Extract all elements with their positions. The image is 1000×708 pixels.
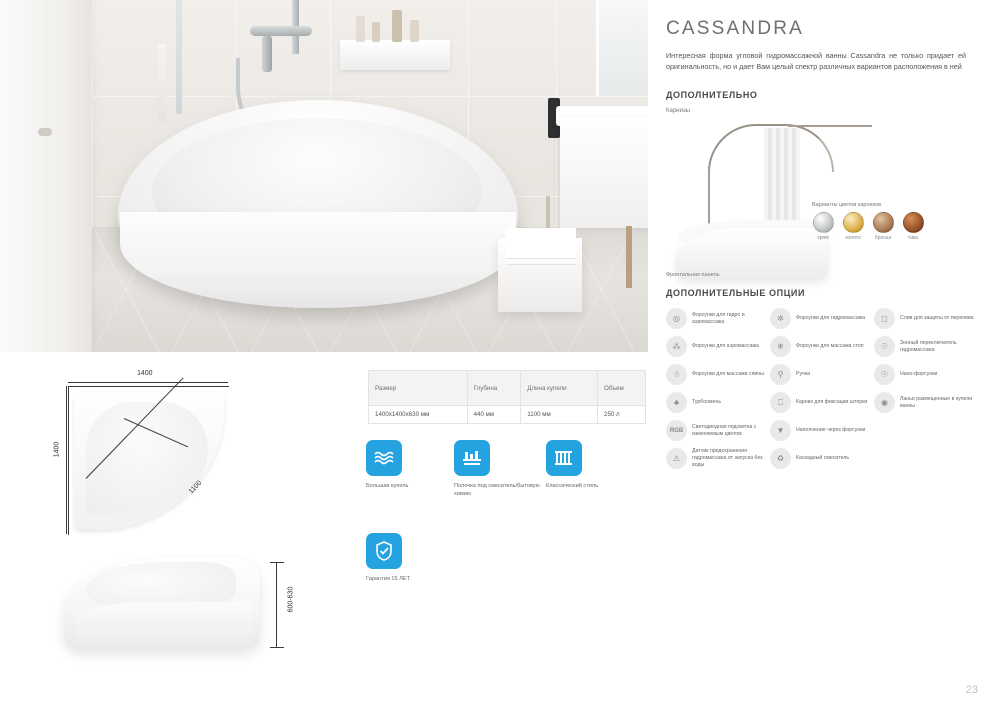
- front-panel-label: Фронтальная панель: [666, 272, 720, 279]
- swatch-dot: [813, 212, 834, 233]
- cell-volume: 250 л: [598, 406, 646, 424]
- side-view-drawing: [58, 546, 298, 666]
- product-info-column: [666, 18, 978, 469]
- option-item[interactable]: [770, 336, 874, 357]
- table-header-row: [369, 371, 646, 406]
- dimension-line: [66, 386, 67, 534]
- option-label: Форсунки для аэромассажа: [692, 343, 759, 350]
- swatch-dot: [873, 212, 894, 233]
- turbo-pool-icon: ♣: [666, 392, 687, 413]
- wall-shelf: [340, 40, 450, 70]
- option-item[interactable]: [874, 336, 978, 357]
- curtain-rail-illustration: [666, 116, 966, 284]
- option-label: Слив для защиты от перелива: [900, 315, 974, 322]
- swatch-dot: [843, 212, 864, 233]
- feature-classic-style: [546, 440, 636, 499]
- rgb-light-icon: RGB: [666, 420, 687, 441]
- hand-shower-icon: ⚲: [770, 364, 791, 385]
- swatch-chrome[interactable]: [812, 212, 834, 241]
- dimension-cap: [270, 647, 284, 648]
- dimension-cap: [270, 562, 284, 563]
- bottle: [372, 22, 380, 42]
- water-waves-icon: [366, 440, 402, 476]
- bottle: [356, 16, 365, 42]
- wall-tile-line: [0, 96, 648, 97]
- vanity-leg: [626, 226, 632, 288]
- shelf-icon: [454, 440, 490, 476]
- option-label: Наполнение через форсунки: [796, 427, 866, 434]
- top-view-drawing: [53, 370, 260, 534]
- option-item[interactable]: [874, 392, 978, 413]
- hydro-jets-icon: ✲: [770, 308, 791, 329]
- option-label: Форсунки для массажа стоп: [796, 343, 864, 350]
- column-header-size: Размер: [369, 371, 468, 406]
- column-header-depth: Глубина: [467, 371, 521, 406]
- bath-faucet: [250, 26, 312, 36]
- bath-faucet-spout: [262, 36, 272, 72]
- option-label: Форсунки для гидро и аэромассажа: [692, 311, 745, 325]
- nano-jets-icon: ☉: [874, 364, 895, 385]
- options-grid: [666, 308, 978, 469]
- page-title: CASSANDRA: [666, 18, 805, 39]
- option-item[interactable]: [666, 392, 770, 413]
- diagonal-dimension-label: 1100: [187, 479, 204, 496]
- feature-label: Полочка под смеситель/бытовую химию: [454, 483, 540, 498]
- folded-towels: [506, 228, 576, 258]
- cascade-mixer-icon: ♻: [770, 448, 791, 469]
- option-item[interactable]: [874, 308, 978, 329]
- feature-warranty: [366, 533, 454, 583]
- features-grid: [366, 440, 636, 583]
- option-item[interactable]: [666, 420, 770, 441]
- bathtub-3d-panel: [76, 602, 254, 646]
- foot-massage-jets-icon: ❄: [770, 336, 791, 357]
- feature-label: Гарантия 15 ЛЕТ: [366, 575, 411, 582]
- product-photo: [0, 0, 648, 352]
- curtain-rail-bar: [788, 125, 872, 127]
- option-item[interactable]: [666, 336, 770, 357]
- shield-check-icon: [366, 533, 402, 569]
- curtain-holder-icon: ⎕: [770, 392, 791, 413]
- feature-shelf: [454, 440, 546, 499]
- option-label: Форсунки для массажа спины: [692, 371, 764, 378]
- option-label: Форсунки для гидромассажа: [796, 315, 866, 322]
- option-item[interactable]: [770, 448, 874, 469]
- swatch-label: золото: [845, 235, 861, 242]
- swatch-label: тика: [907, 235, 919, 242]
- jet-fill-icon: ▼: [770, 420, 791, 441]
- door-knob: [38, 128, 52, 136]
- option-label: Карниз для фиксации шторки: [796, 399, 868, 406]
- swatch-bronze[interactable]: [872, 212, 894, 241]
- cell-size: 1400x1400x630 мм: [369, 406, 468, 424]
- swatch-teak[interactable]: [902, 212, 924, 241]
- option-item[interactable]: [770, 420, 874, 441]
- curtain-rail-label: Карнизы: [666, 108, 690, 115]
- rail-color-swatches: [812, 202, 936, 241]
- option-item[interactable]: [770, 308, 874, 329]
- feature-label: Классический стиль: [546, 483, 599, 489]
- options-heading: ДОПОЛНИТЕЛЬНЫЕ ОПЦИИ: [666, 288, 806, 299]
- dry-run-sensor-icon: ⚠: [666, 448, 687, 469]
- dimension-line: [276, 562, 277, 648]
- option-label: Нано-форсунки: [900, 371, 938, 378]
- overflow-drain-icon: ◻: [874, 308, 895, 329]
- option-label: Зонный переключатель гидромассажа: [900, 339, 957, 353]
- swatch-dot: [903, 212, 924, 233]
- door-panel: [0, 0, 92, 352]
- option-label: Ланьи размещенные в купели ванны: [900, 395, 973, 409]
- table-row: [369, 406, 646, 424]
- mirror: [596, 0, 648, 96]
- option-item[interactable]: [666, 448, 770, 469]
- option-item: [874, 420, 978, 441]
- feature-large-bowl: [366, 440, 454, 499]
- width-dimension-label: 1400: [134, 370, 156, 377]
- option-item[interactable]: [770, 392, 874, 413]
- back-massage-jets-icon: ☃: [666, 364, 687, 385]
- bottle: [392, 10, 402, 42]
- option-item[interactable]: [666, 308, 770, 329]
- jet-placement-icon: ◉: [874, 392, 895, 413]
- depth-dimension-label: 600-630: [287, 586, 295, 613]
- dimension-line: [68, 382, 228, 383]
- cell-depth: 440 мм: [467, 406, 521, 424]
- option-item[interactable]: [874, 364, 978, 385]
- product-description: Интересная форма угловой гидромассажной ванны Cassandra не только придает ей оригинальность, но и дает Вам целый спектр различных вариантов расположения в ней: [666, 51, 966, 72]
- option-label: Датчик предохранения гидромассажа от запуска без воды: [692, 448, 763, 469]
- feature-label: Большая купель: [366, 483, 409, 489]
- glass-screen: [176, 0, 182, 114]
- option-label: Ручка: [796, 371, 811, 378]
- option-item[interactable]: [770, 364, 874, 385]
- zone-switch-icon: ☉: [874, 336, 895, 357]
- height-dimension-label: 1400: [53, 439, 60, 461]
- hydro-aero-jets-icon: ◎: [666, 308, 687, 329]
- towel-bar: [158, 44, 166, 122]
- option-label: Каскадный смеситель: [796, 455, 850, 462]
- option-label: Турбоомень: [692, 399, 722, 406]
- swatch-title: Варианты цветов карнизов: [812, 202, 882, 209]
- specifications-table: [368, 370, 646, 424]
- column-header-volume: Объем: [598, 371, 646, 406]
- column-header-bowl-length: Длина купели: [521, 371, 598, 406]
- swatch-label: бронза: [874, 235, 892, 242]
- option-label: Светодиодная подсветка с изменяемым цветом: [692, 423, 757, 437]
- depth-dimension: [270, 562, 310, 648]
- option-item[interactable]: [666, 364, 770, 385]
- swatch-gold[interactable]: [842, 212, 864, 241]
- additional-heading: ДОПОЛНИТЕЛЬНО: [666, 90, 758, 101]
- cell-bowl-length: 1100 мм: [521, 406, 598, 424]
- page-number: 23: [965, 684, 978, 696]
- vanity-cabinet: [560, 118, 648, 228]
- swatch-label: хром: [817, 235, 829, 242]
- classic-style-icon: [546, 440, 582, 476]
- option-item: [874, 448, 978, 469]
- aero-jets-icon: ⁂: [666, 336, 687, 357]
- bottle: [410, 20, 419, 42]
